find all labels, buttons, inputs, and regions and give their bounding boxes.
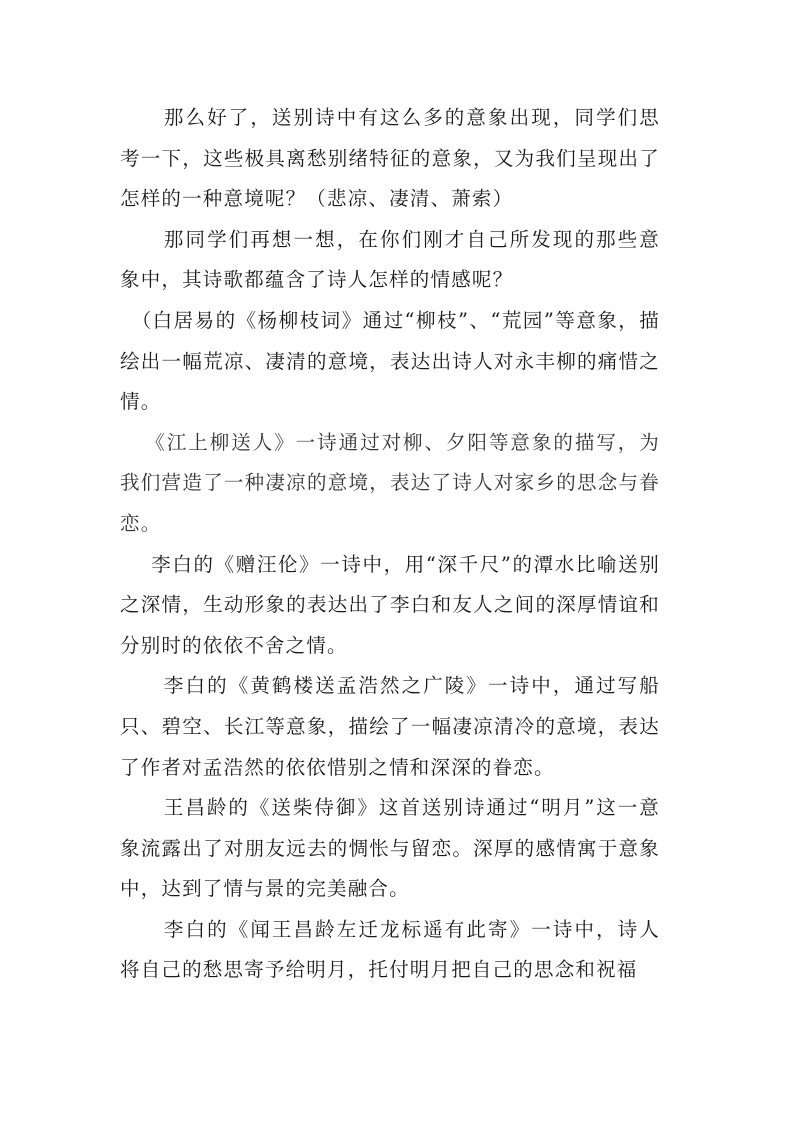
paragraph-zengwanglun: 李白的《赠汪伦》一诗中，用“深千尺”的潭水比喻送别之深情，生动形象的表达出了李白和友人之间的深厚情谊和分别时的依依不舍之情。 — [120, 552, 660, 657]
document-body — [120, 98, 660, 991]
paragraph-huanghelou: 李白的《黄鹤楼送孟浩然之广陵》一诗中，通过写船只、碧空、长江等意象，描绘了一幅凄凉清冷的意境，表达了作者对孟浩然的依依惜别之情和深深的眷恋。 — [120, 674, 660, 779]
paragraph-jiangshangliu: 《江上柳送人》一诗通过对柳、夕阳等意象的描写，为我们营造了一种凄凉的意境，表达了诗人对家乡的思念与眷恋。 — [120, 430, 660, 535]
paragraph-wenwangchangling: 李白的《闻王昌龄左迁龙标遥有此寄》一诗中，诗人将自己的愁思寄予给明月，托付明月把自己的思念和祝福 — [120, 917, 660, 982]
paragraph-yangliuzhici: （白居易的《杨柳枝词》通过“柳枝”、“荒园”等意象，描绘出一幅荒凉、凄清的意境，表达出诗人对永丰柳的痛惜之情。 — [120, 308, 660, 414]
paragraph-intro-question: 那么好了，送别诗中有这么多的意象出现，同学们思考一下，这些极具离愁别绪特征的意象，又为我们呈现出了怎样的一种意境呢？（悲凉、凄清、萧索） — [120, 106, 660, 211]
paragraph-emotion-question: 那同学们再想一想，在你们刚才自己所发现的那些意象中，其诗歌都蕴含了诗人怎样的情感呢？ — [120, 227, 660, 292]
paragraph-songchaishiyu: 王昌龄的《送柴侍御》这首送别诗通过“明月”这一意象流露出了对朋友远去的惆怅与留恋。深厚的感情寓于意象中，达到了情与景的完美融合。 — [120, 796, 660, 901]
